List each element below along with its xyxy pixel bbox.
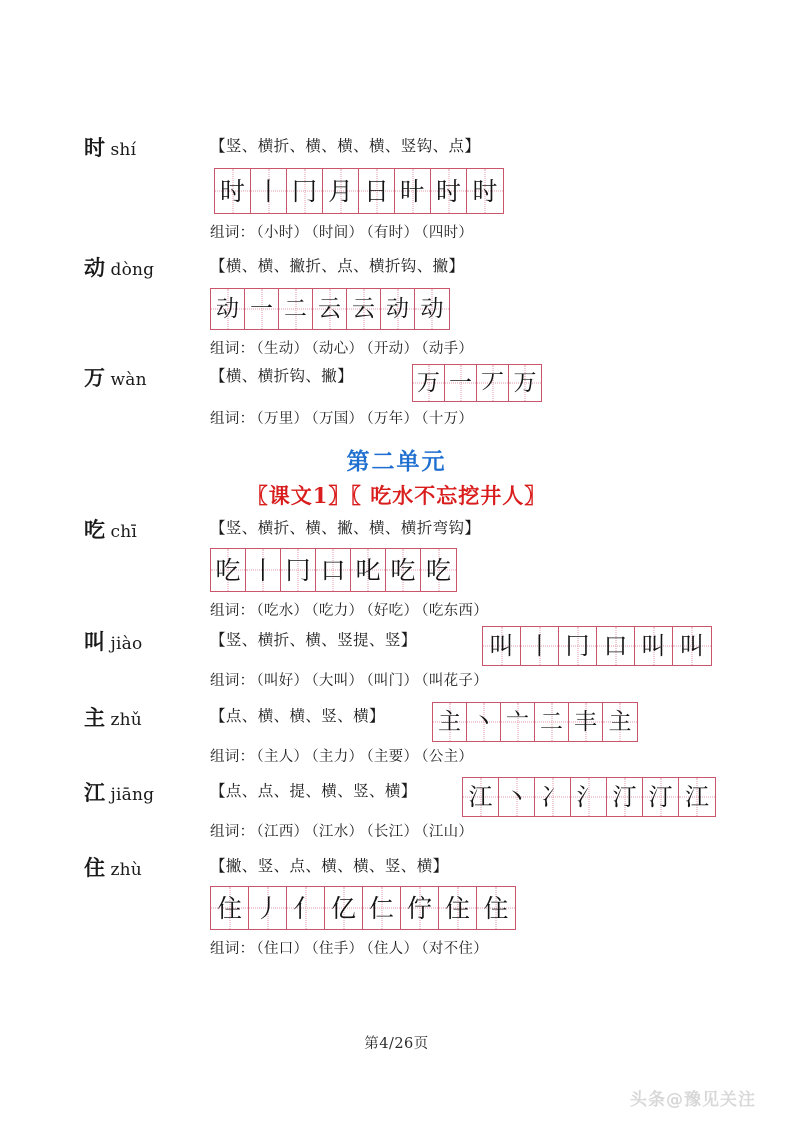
stroke-glyph-1-4: 云	[352, 295, 375, 322]
word-5-3: （公主）	[421, 749, 474, 765]
stroke-glyph-2-0: 万	[417, 369, 440, 396]
stroke-glyph-6-4: 汀	[612, 783, 637, 811]
stroke-cell-3-1	[246, 549, 281, 591]
stroke-cell-7-3	[325, 887, 363, 929]
character-glyph-0: 时	[84, 136, 106, 160]
character-heading-3	[84, 520, 137, 541]
character-pinyin-3: chī	[110, 522, 138, 542]
stroke-glyph-7-4: 仁	[368, 893, 394, 923]
word-0-3: （四时）	[421, 225, 474, 241]
stroke-cell-0-4	[359, 169, 395, 213]
word-list-label-4: 组词：	[210, 673, 255, 689]
word-2-1: （万国）	[311, 411, 364, 427]
stroke-cell-1-3	[313, 289, 347, 329]
stroke-cell-7-0	[211, 887, 249, 929]
stroke-glyph-0-7: 时	[472, 176, 498, 206]
stroke-glyph-3-0: 吃	[215, 555, 241, 585]
stroke-glyph-5-5: 主	[608, 708, 632, 735]
word-7-1: （住手）	[311, 941, 364, 957]
stroke-cell-7-6	[439, 887, 477, 929]
stroke-list-0: 【竖、横折、横、横、横、竖钩、点】	[210, 137, 481, 155]
character-pinyin-5: zhǔ	[110, 710, 142, 730]
stroke-cell-5-2	[501, 703, 535, 741]
stroke-cell-3-2	[281, 549, 316, 591]
stroke-cell-0-7	[467, 169, 503, 213]
word-list-label-3: 组词：	[210, 603, 255, 619]
stroke-glyph-2-2: 丆	[481, 369, 504, 396]
stroke-cell-3-0	[211, 549, 246, 591]
watermark: 头条@豫见关注	[630, 1090, 756, 1110]
character-heading-6	[84, 783, 154, 804]
stroke-cell-1-6	[415, 289, 449, 329]
stroke-glyph-4-0: 叫	[489, 632, 514, 660]
stroke-glyph-1-3: 云	[318, 295, 341, 322]
stroke-glyph-7-6: 住	[444, 893, 470, 923]
stroke-cell-0-3	[323, 169, 359, 213]
stroke-glyph-6-6: 江	[685, 783, 709, 811]
stroke-glyph-7-5: 佇	[406, 893, 432, 923]
word-list-4	[210, 674, 491, 689]
word-list-label-7: 组词：	[210, 941, 255, 957]
stroke-cell-7-2	[287, 887, 325, 929]
stroke-cell-2-3	[509, 365, 541, 401]
word-1-2: （开动）	[366, 341, 419, 357]
word-6-2: （长江）	[366, 824, 419, 840]
stroke-glyph-4-1: 丨	[527, 632, 552, 660]
word-3-0: （吃水）	[256, 603, 309, 619]
stroke-cell-4-0	[483, 627, 521, 665]
stroke-cell-2-1	[445, 365, 477, 401]
word-3-3: （吃东西）	[421, 603, 489, 619]
stroke-glyph-4-2: 冂	[565, 632, 590, 660]
word-4-3: （叫花子）	[421, 673, 489, 689]
stroke-glyph-0-2: 冂	[291, 176, 317, 206]
stroke-glyph-3-5: 吃	[390, 555, 416, 585]
word-list-3	[210, 604, 491, 619]
stroke-cell-6-6	[679, 778, 715, 816]
stroke-glyph-7-7: 住	[483, 893, 509, 923]
word-4-0: （叫好）	[256, 673, 309, 689]
word-3-1: （吃力）	[311, 603, 364, 619]
stroke-glyph-3-6: 吃	[425, 555, 451, 585]
stroke-order-grid-5	[432, 702, 638, 742]
character-heading-7	[84, 858, 142, 879]
stroke-glyph-1-0: 动	[216, 295, 239, 322]
word-0-1: （时间）	[311, 225, 364, 241]
word-1-3: （动手）	[421, 341, 474, 357]
stroke-order-grid-7	[210, 886, 516, 930]
stroke-glyph-4-3: 口	[603, 632, 628, 660]
character-heading-4	[84, 632, 142, 653]
stroke-cell-1-2	[279, 289, 313, 329]
character-glyph-5: 主	[84, 706, 106, 730]
stroke-glyph-2-1: 一	[449, 369, 472, 396]
character-heading-2	[84, 368, 147, 389]
character-pinyin-0: shí	[110, 140, 137, 160]
stroke-cell-6-4	[607, 778, 643, 816]
stroke-glyph-3-3: 口	[320, 555, 346, 585]
stroke-glyph-5-4: 丰	[574, 708, 597, 735]
word-list-label-1: 组词：	[210, 341, 255, 357]
stroke-cell-7-4	[363, 887, 401, 929]
word-list-5	[210, 750, 476, 765]
stroke-glyph-2-3: 万	[513, 369, 537, 396]
stroke-cell-0-0	[215, 169, 251, 213]
word-6-1: （江水）	[311, 824, 364, 840]
stroke-cell-6-1	[499, 778, 535, 816]
word-2-0: （万里）	[256, 411, 309, 427]
stroke-cell-1-5	[381, 289, 415, 329]
unit-heading: 第二单元	[346, 448, 447, 475]
word-list-7	[210, 942, 491, 957]
stroke-cell-0-1	[251, 169, 287, 213]
stroke-glyph-6-5: 汀	[648, 783, 673, 811]
word-5-1: （主力）	[311, 749, 364, 765]
stroke-cell-5-5	[603, 703, 637, 741]
character-pinyin-1: dòng	[110, 260, 155, 280]
stroke-cell-3-6	[421, 549, 456, 591]
stroke-cell-0-6	[431, 169, 467, 213]
stroke-cell-6-2	[535, 778, 571, 816]
word-list-label-6: 组词：	[210, 824, 255, 840]
word-list-2	[210, 412, 476, 427]
stroke-cell-7-5	[401, 887, 439, 929]
stroke-glyph-1-6: 动	[420, 295, 444, 322]
stroke-glyph-1-5: 动	[386, 295, 409, 322]
word-list-0	[210, 226, 476, 241]
stroke-list-1: 【横、横、撇折、点、横折钩、撇】	[210, 257, 465, 275]
stroke-cell-0-2	[287, 169, 323, 213]
stroke-glyph-0-0: 时	[219, 176, 245, 206]
stroke-cell-1-1	[245, 289, 279, 329]
character-pinyin-4: jiào	[110, 634, 143, 654]
stroke-order-grid-0	[214, 168, 504, 214]
word-2-3: （十万）	[421, 411, 474, 427]
stroke-order-grid-4	[482, 626, 712, 666]
stroke-list-6: 【点、点、提、横、竖、横】	[210, 782, 417, 800]
word-7-2: （住人）	[366, 941, 419, 957]
stroke-cell-7-7	[477, 887, 515, 929]
stroke-cell-3-5	[386, 549, 421, 591]
page-number: 第4/26页	[364, 1036, 429, 1052]
character-pinyin-2: wàn	[110, 370, 147, 390]
stroke-order-grid-3	[210, 548, 457, 592]
stroke-cell-0-5	[395, 169, 431, 213]
word-7-3: （对不住）	[421, 941, 489, 957]
stroke-cell-5-4	[569, 703, 603, 741]
stroke-cell-4-3	[597, 627, 635, 665]
word-list-1	[210, 342, 476, 357]
word-5-0: （主人）	[256, 749, 309, 765]
stroke-glyph-1-1: 一	[250, 295, 273, 322]
stroke-order-grid-1	[210, 288, 450, 330]
stroke-order-grid-2	[412, 364, 542, 402]
stroke-cell-5-1	[467, 703, 501, 741]
character-glyph-4: 叫	[84, 630, 106, 654]
character-glyph-3: 吃	[84, 518, 106, 542]
stroke-glyph-5-1: 丶	[472, 708, 495, 735]
word-7-0: （住口）	[256, 941, 309, 957]
stroke-glyph-0-1: 丨	[255, 176, 281, 206]
stroke-cell-5-0	[433, 703, 467, 741]
stroke-cell-3-4	[351, 549, 386, 591]
stroke-glyph-3-1: 丨	[250, 555, 276, 585]
stroke-glyph-5-3: 二	[540, 708, 563, 735]
word-4-1: （大叫）	[311, 673, 364, 689]
word-2-2: （万年）	[366, 411, 419, 427]
stroke-glyph-3-2: 冂	[285, 555, 311, 585]
word-list-6	[210, 825, 476, 840]
word-6-3: （江山）	[421, 824, 474, 840]
stroke-cell-4-4	[635, 627, 673, 665]
stroke-glyph-3-4: 叱	[355, 555, 381, 585]
word-0-0: （小时）	[256, 225, 309, 241]
word-list-label-0: 组词：	[210, 225, 255, 241]
word-list-label-2: 组词：	[210, 411, 255, 427]
word-0-2: （有时）	[366, 225, 419, 241]
stroke-glyph-7-1: 丿	[254, 893, 280, 923]
stroke-list-3: 【竖、横折、横、撇、横、横折弯钩】	[210, 519, 481, 537]
stroke-list-4: 【竖、横折、横、竖提、竖】	[210, 631, 417, 649]
stroke-glyph-0-3: 月	[327, 176, 353, 206]
stroke-list-2: 【横、横折钩、撇】	[210, 367, 354, 385]
stroke-order-grid-6	[462, 777, 716, 817]
stroke-glyph-1-2: 二	[284, 295, 307, 322]
word-1-1: （动心）	[311, 341, 364, 357]
character-glyph-7: 住	[84, 856, 106, 880]
word-5-2: （主要）	[366, 749, 419, 765]
word-6-0: （江西）	[256, 824, 309, 840]
stroke-cell-4-5	[673, 627, 711, 665]
stroke-glyph-5-0: 主	[438, 708, 461, 735]
stroke-cell-1-0	[211, 289, 245, 329]
character-glyph-2: 万	[84, 366, 106, 390]
stroke-cell-3-3	[316, 549, 351, 591]
stroke-cell-6-0	[463, 778, 499, 816]
stroke-cell-1-4	[347, 289, 381, 329]
character-glyph-6: 江	[84, 781, 106, 805]
character-glyph-1: 动	[84, 256, 106, 280]
character-pinyin-7: zhù	[110, 860, 142, 880]
word-list-label-5: 组词：	[210, 749, 255, 765]
stroke-cell-2-0	[413, 365, 445, 401]
stroke-glyph-0-4: 日	[363, 176, 389, 206]
stroke-cell-4-2	[559, 627, 597, 665]
character-pinyin-6: jiāng	[110, 785, 155, 805]
stroke-glyph-7-3: 亿	[330, 893, 356, 923]
stroke-glyph-6-0: 江	[468, 783, 493, 811]
stroke-glyph-4-4: 叫	[641, 632, 666, 660]
stroke-cell-7-1	[249, 887, 287, 929]
stroke-glyph-0-6: 时	[435, 176, 461, 206]
stroke-cell-6-3	[571, 778, 607, 816]
character-heading-5	[84, 708, 142, 729]
stroke-cell-5-3	[535, 703, 569, 741]
stroke-glyph-7-0: 住	[216, 893, 242, 923]
stroke-cell-2-2	[477, 365, 509, 401]
lesson-heading: 〖课文1〗〖 吃水不忘挖井人〗	[246, 483, 547, 508]
stroke-cell-4-1	[521, 627, 559, 665]
word-1-0: （生动）	[256, 341, 309, 357]
stroke-cell-6-5	[643, 778, 679, 816]
stroke-glyph-4-5: 叫	[680, 632, 704, 660]
word-3-2: （好吃）	[366, 603, 419, 619]
stroke-glyph-6-1: 丶	[504, 783, 529, 811]
stroke-glyph-6-3: 氵	[576, 783, 601, 811]
word-4-2: （叫门）	[366, 673, 419, 689]
stroke-list-5: 【点、横、横、竖、横】	[210, 707, 385, 725]
stroke-glyph-6-2: 冫	[540, 783, 565, 811]
stroke-list-7: 【撇、竖、点、横、横、竖、横】	[210, 857, 449, 875]
stroke-glyph-0-5: 旪	[399, 176, 425, 206]
character-heading-0	[84, 138, 136, 159]
stroke-glyph-5-2: 亠	[506, 708, 529, 735]
character-heading-1	[84, 258, 154, 279]
stroke-glyph-7-2: 亻	[292, 893, 318, 923]
